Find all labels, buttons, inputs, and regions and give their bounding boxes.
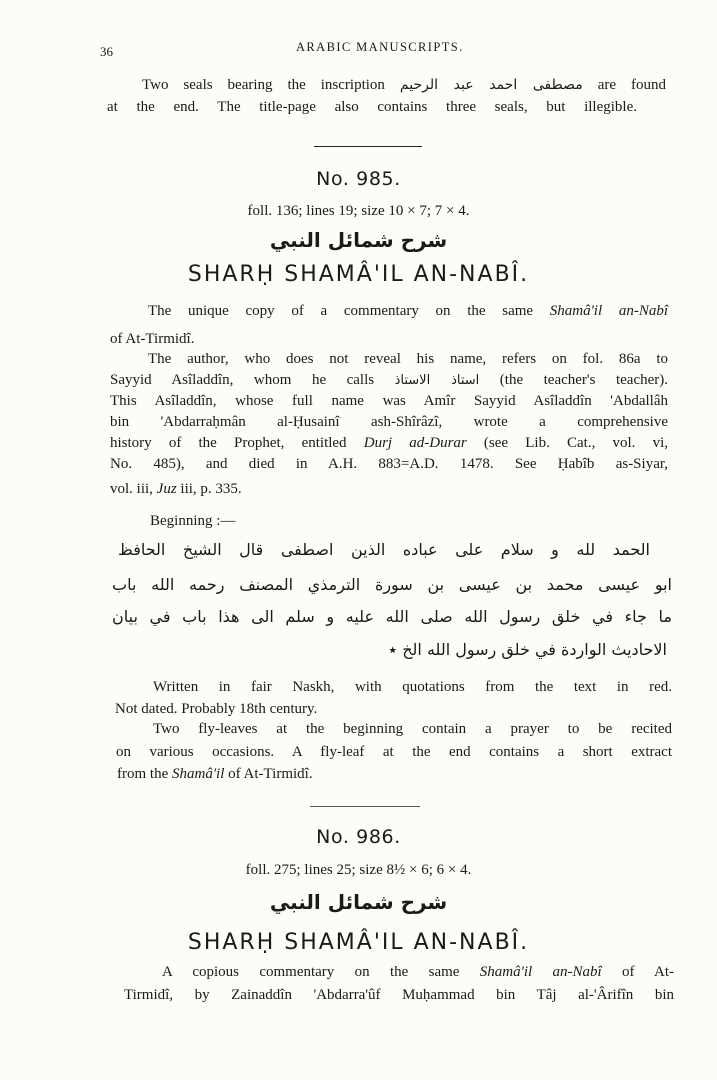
- entry-985-para1-line2: of At-Tirmidî.: [110, 331, 195, 347]
- section-divider-2: [310, 806, 420, 807]
- entry-985-arabic-title: شرح شمائل النبي: [269, 228, 448, 252]
- entry-985-para4-line1: Two fly-leaves at the beginning contain a prayer to be recited: [153, 721, 672, 737]
- entry-985-meta: foll. 136; lines 19; size 10 × 7; 7 × 4.: [247, 203, 470, 219]
- entry-985-para2-line5: history of the Prophet, entitled Durj ad-Durar (see Lib. Cat., vol. vi,: [110, 435, 668, 451]
- entry-985-para3-line2: Not dated. Probably 18th century.: [115, 701, 318, 717]
- entry-986-title: SHARḤ SHAMÂ'IL AN-NABÎ.: [187, 930, 530, 955]
- entry-985-para2-line2: Sayyid Asîladdîn, whom he calls استاذ الاستاذ (the teacher's teacher).: [110, 372, 669, 388]
- running-title: ARABIC MANUSCRIPTS.: [296, 40, 464, 54]
- entry-985-para3-line1: Written in fair Naskh, with quotations from the text in red.: [153, 679, 672, 695]
- arabic-incipit-line-4: الاحاديث الواردة في خلق رسول الله الخ ٭: [388, 640, 667, 659]
- entry-985-para4-line2: on various occasions. A fly-leaf at the end contains a short extract: [116, 744, 672, 760]
- intro-line-2: at the end. The title-page also contains three seals, but illegible.: [107, 99, 637, 115]
- entry-985-para1-line1: The unique copy of a commentary on the same Shamâ'il an-Nabî: [148, 303, 668, 319]
- entry-number-986: No. 986.: [316, 826, 401, 848]
- entry-985-para2-line6: No. 485), and died in A.H. 883=A.D. 1478. See Ḥabîb as-Siyar,: [110, 456, 668, 472]
- entry-986-arabic-title: شرح شمائل النبي: [269, 890, 448, 914]
- arabic-incipit-line-1: الحمد لله و سلام على عباده الذين اصطفى قال الشيخ الحافظ: [118, 540, 650, 559]
- section-divider: [314, 146, 422, 147]
- entry-986-meta: foll. 275; lines 25; size 8½ × 6; 6 × 4.: [245, 862, 472, 878]
- intro-line-1: Two seals bearing the inscription مصطفى احمد عبد الرحيم are found: [142, 77, 667, 93]
- entry-985-para2-line1: The author, who does not reveal his name, refers on fol. 86a to: [148, 351, 668, 367]
- entry-985-para2-line4: bin 'Abdarraḥmân al-Ḥusainî ash-Shîrâzî, wrote a comprehensive: [110, 414, 668, 430]
- entry-986-para1-line2: Tirmidî, by Zainaddîn 'Abdarra'ûf Muḥammad bin Tâj al-'Ârifîn bin: [124, 987, 674, 1003]
- beginning-label: Beginning :—: [150, 513, 236, 529]
- page-number: 36: [100, 44, 113, 59]
- entry-985-para4-line3: from the Shamâ'il of At-Tirmidî.: [117, 766, 313, 782]
- entry-985-para2-line3: This Asîladdîn, whose full name was Amîr Sayyid Asîladdîn 'Abdallâh: [110, 393, 668, 409]
- entry-985-para2-line7: vol. iii, Juz iii, p. 335.: [110, 481, 242, 497]
- arabic-incipit-line-2: ابو عيسى محمد بن عيسى بن سورة الترمذي المصنف رحمه الله باب: [112, 575, 672, 594]
- entry-986-para1-line1: A copious commentary on the same Shamâ'il an-Nabî of At-: [162, 964, 675, 980]
- entry-985-title: SHARḤ SHAMÂ'IL AN-NABÎ.: [187, 262, 530, 287]
- arabic-incipit-line-3: ما جاء في خلق رسول الله صلى الله عليه و سلم الى هذا باب في بيان: [112, 607, 672, 626]
- seal-inscription-arabic: مصطفى احمد عبد الرحيم: [399, 77, 583, 93]
- entry-number-985: No. 985.: [316, 168, 401, 190]
